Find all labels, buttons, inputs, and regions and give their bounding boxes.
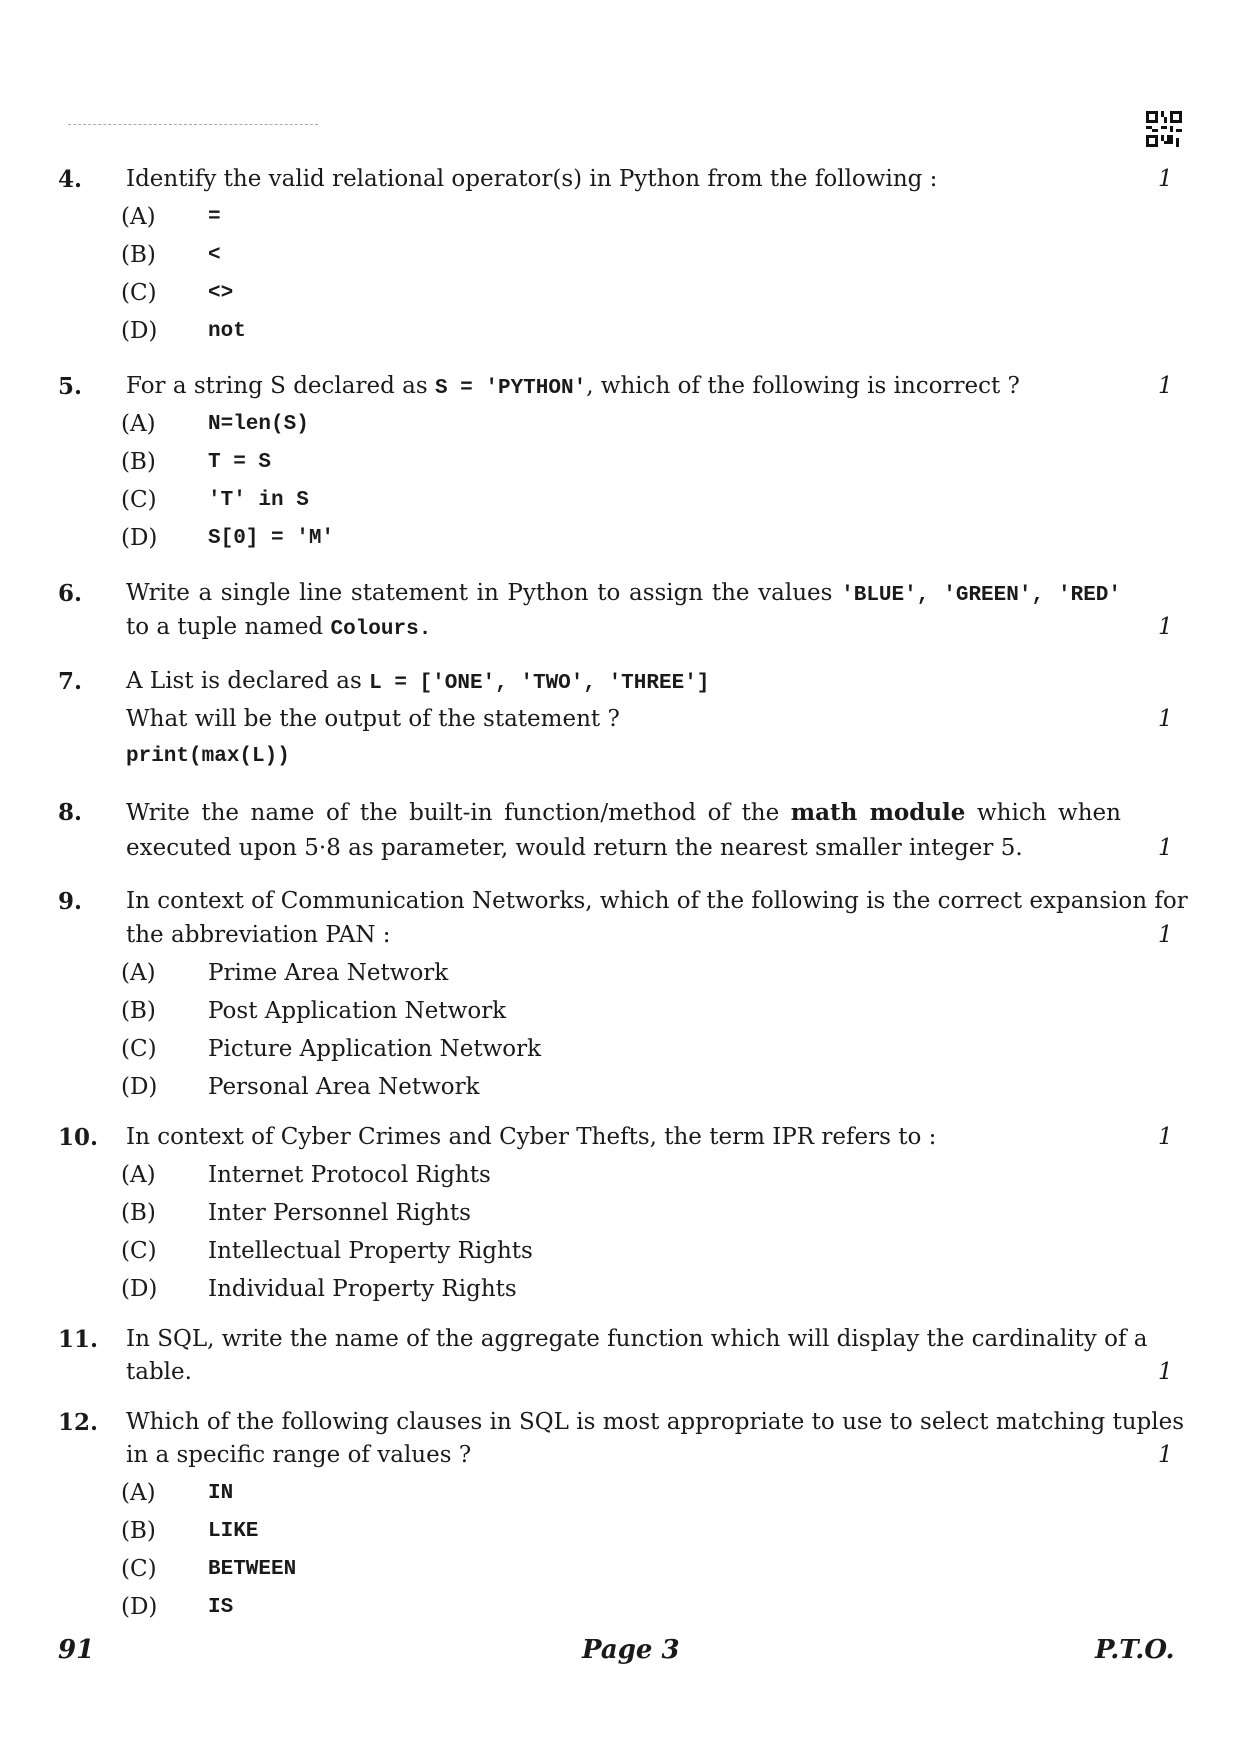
question-code: Colours [330,618,419,641]
option-text: Prime Area Network [208,960,449,986]
option-label: (B) [121,998,156,1024]
option-text: Personal Area Network [208,1074,480,1100]
option-text: < [208,244,221,267]
option-text: <> [208,282,234,305]
question-text-part: . [418,618,432,641]
option-label: (B) [121,449,156,475]
question-text: What will be the output of the statement ? [126,706,620,732]
option-label: (D) [121,525,158,551]
option-text: S[0] = 'M' [208,527,335,550]
marks: 1 [1158,1359,1173,1385]
option-text: not [208,320,246,343]
option-text: IS [208,1596,234,1619]
marks: 1 [1158,706,1173,732]
option-text: = [208,206,221,229]
question-text-part: Write the name of the built-in function/method of the [126,800,791,826]
question-text [126,668,1121,695]
question-text: In context of Communication Networks, which of the following is the correct expansion for [126,888,1188,914]
marks: 1 [1158,1124,1173,1150]
question-number: 8. [58,799,83,826]
marks: 1 [1158,835,1173,861]
question-text-part: A List is declared as [126,668,370,694]
marks: 1 [1158,166,1173,192]
page-number: Page 3 [582,1635,680,1665]
question-text: In context of Cyber Crimes and Cyber Thefts, the term IPR refers to : [126,1124,937,1150]
marks: 1 [1158,373,1173,399]
header-rule [68,124,318,125]
question-text: the abbreviation PAN : [126,922,391,948]
option-text: LIKE [208,1520,259,1543]
option-label: (B) [121,1518,156,1544]
option-label: (A) [121,411,156,437]
question-text-part: Write a single line statement in Python to assign the values [126,580,833,606]
option-label: (C) [121,1036,157,1062]
question-number: 6. [58,580,83,607]
question-number: 4. [58,166,83,193]
question-text: Which of the following clauses in SQL is most appropriate to use to select matching tuples [126,1409,1185,1435]
question-text: table. [126,1359,192,1385]
option-label: (B) [121,1200,156,1226]
marks: 1 [1158,614,1173,640]
option-text: Post Application Network [208,998,507,1024]
option-label: (C) [121,1556,157,1582]
option-text: Inter Personnel Rights [208,1200,471,1226]
option-text: Intellectual Property Rights [208,1238,533,1264]
question-number: 9. [58,888,83,915]
option-text: BETWEEN [208,1558,297,1581]
option-text: 'T' in S [208,489,309,512]
option-label: (D) [121,318,158,344]
question-number: 10. [58,1124,99,1151]
question-text: in a specific range of values ? [126,1442,472,1468]
option-text: Internet Protocol Rights [208,1162,491,1188]
option-text: T = S [208,451,272,474]
question-text-part: which when [965,800,1121,826]
question-code: 'BLUE', 'GREEN', 'RED' [841,584,1122,607]
question-text: In SQL, write the name of the aggregate function which will display the cardinality of a [126,1326,1148,1352]
question-number: 12. [58,1409,99,1436]
question-number: 5. [58,373,83,400]
marks: 1 [1158,922,1173,948]
option-text: Individual Property Rights [208,1276,517,1302]
question-text: executed upon 5·8 as parameter, would return the nearest smaller integer 5. [126,835,1023,861]
question-text-bold: math module [790,799,966,826]
option-text: Picture Application Network [208,1036,542,1062]
option-label: (C) [121,1238,157,1264]
question-code: L = ['ONE', 'TWO', 'THREE'] [369,672,710,695]
option-label: (C) [121,280,157,306]
question-number: 11. [58,1326,99,1353]
option-text: N=len(S) [208,413,309,436]
option-text: IN [208,1482,234,1505]
question-text [126,799,1121,826]
marks: 1 [1158,1442,1173,1468]
question-code: print(max(L)) [126,745,290,768]
option-label: (A) [121,960,156,986]
option-label: (D) [121,1074,158,1100]
question-text [126,614,1121,641]
option-label: (A) [121,204,156,230]
question-code: S = 'PYTHON' [434,377,587,400]
option-label: (A) [121,1480,156,1506]
pto-label: P.T.O. [1095,1635,1175,1665]
option-label: (D) [121,1594,158,1620]
option-label: (C) [121,487,157,513]
option-label: (A) [121,1162,156,1188]
question-text-part: to a tuple named [126,614,331,640]
question-text: Identify the valid relational operator(s) in Python from the following : [126,166,938,192]
question-text [126,373,1121,400]
qr-code-icon [1146,111,1182,147]
option-label: (D) [121,1276,158,1302]
question-text-part: , which of the following is incorrect ? [586,373,1020,399]
question-number: 7. [58,668,83,695]
question-text [126,580,1121,607]
question-text-part: For a string S declared as [126,373,435,399]
option-label: (B) [121,242,156,268]
paper-code: 91 [58,1635,95,1665]
